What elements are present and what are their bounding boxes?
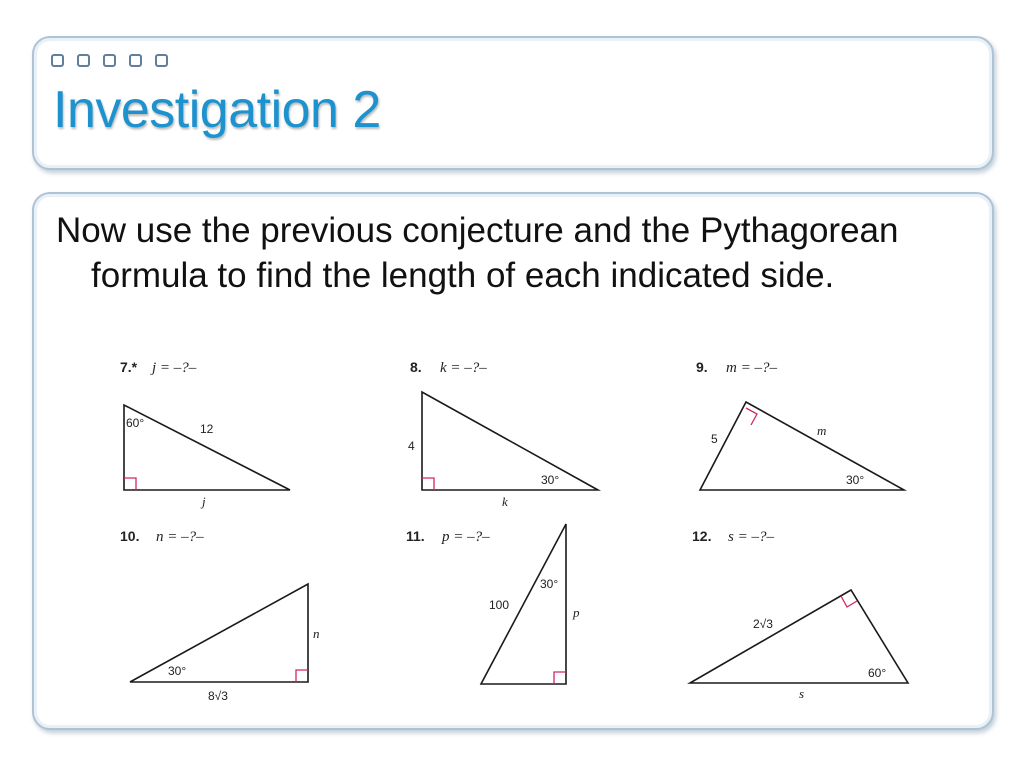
problem-number: 9.	[696, 359, 708, 375]
leg-label: 4	[408, 439, 415, 453]
right-angle-marker	[124, 478, 136, 490]
angle-label: 30°	[541, 473, 560, 487]
angle-label: 30°	[168, 664, 187, 678]
leg-label: 5	[711, 432, 718, 446]
right-angle-marker	[841, 596, 857, 607]
deco-square-icon	[129, 54, 142, 67]
side-label: p	[573, 605, 580, 620]
right-angle-marker	[422, 478, 434, 490]
problem-equation: n = –?–	[156, 529, 204, 545]
problem-10	[120, 528, 320, 703]
problem-equation: p = –?–	[442, 529, 490, 545]
triangle	[700, 402, 904, 490]
angle-label: 60°	[868, 666, 887, 680]
problem-number: 8.	[410, 359, 422, 375]
decorative-squares	[51, 54, 168, 67]
right-angle-marker	[296, 670, 308, 682]
problem-11	[406, 524, 580, 684]
hypotenuse-label: 12	[200, 422, 214, 436]
problem-equation: m = –?–	[726, 360, 777, 376]
triangle	[124, 405, 290, 490]
angle-label: 30°	[540, 577, 559, 591]
base-label: 8√3	[208, 689, 228, 703]
problem-number: 11.	[406, 528, 425, 544]
problem-equation: j = –?–	[152, 360, 197, 376]
body-text: Now use the previous conjecture and the Pythagorean formula to find the length of each indicated side.	[56, 211, 899, 295]
problem-9	[696, 359, 904, 490]
triangle	[130, 584, 308, 682]
side-label: n	[313, 626, 320, 641]
deco-square-icon	[155, 54, 168, 67]
problem-number: 7.*	[120, 359, 138, 375]
problem-12	[690, 528, 908, 701]
slide-title: Investigation 2	[53, 81, 381, 139]
deco-square-icon	[103, 54, 116, 67]
problem-equation: s = –?–	[728, 529, 774, 545]
leg-label: 2√3	[753, 617, 773, 631]
triangle-problems-figure	[100, 340, 940, 720]
angle-label: 60°	[126, 416, 145, 430]
side-label: m	[817, 423, 827, 438]
angle-label: 30°	[846, 473, 865, 487]
triangle	[422, 392, 598, 490]
hypotenuse-label: 100	[489, 598, 510, 612]
right-angle-marker	[554, 672, 566, 684]
deco-square-icon	[77, 54, 90, 67]
problem-7	[120, 359, 290, 509]
problem-number: 12.	[692, 528, 712, 544]
side-label: s	[799, 686, 805, 701]
deco-square-icon	[51, 54, 64, 67]
side-label: k	[502, 494, 508, 509]
right-angle-marker	[746, 408, 757, 425]
problem-8	[408, 359, 598, 509]
side-label: j	[202, 494, 206, 509]
problem-number: 10.	[120, 528, 140, 544]
problem-equation: k = –?–	[440, 360, 487, 376]
